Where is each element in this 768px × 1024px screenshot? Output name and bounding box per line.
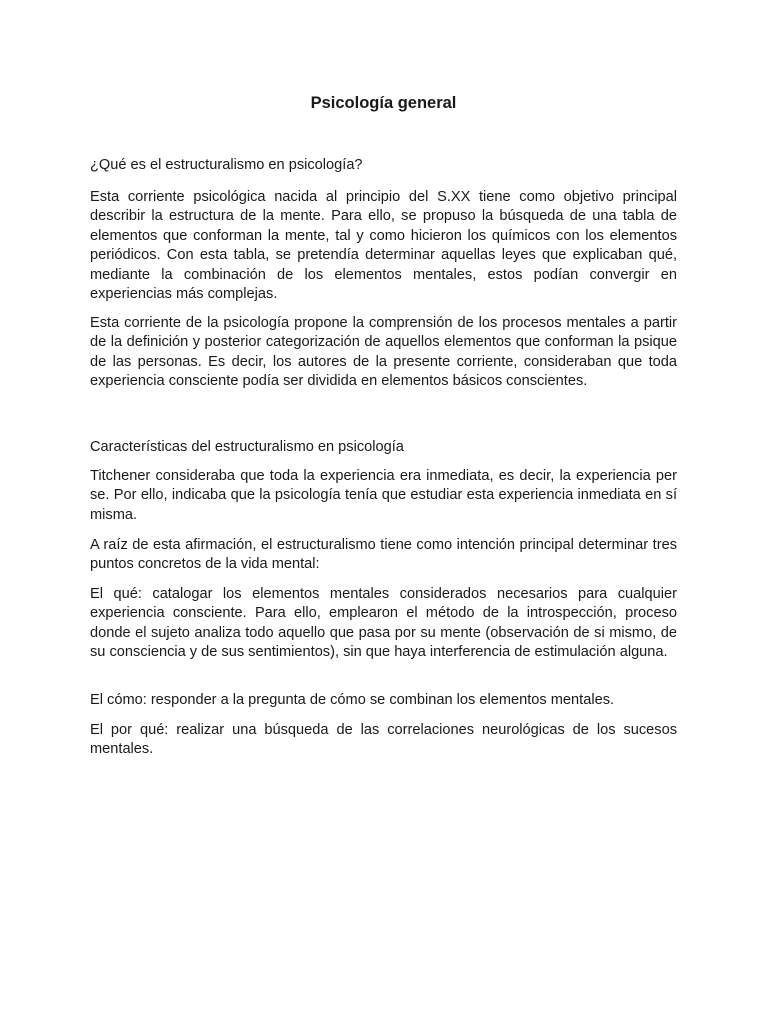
paragraph-the-why: El por qué: realizar una búsqueda de las correlaciones neurológicas de los sucesos mentales. [90, 722, 677, 758]
section-heading-characteristics: Características del estructuralismo en psicología [90, 439, 404, 455]
section-heading-structuralism: ¿Qué es el estructuralismo en psicología? [90, 157, 363, 173]
paragraph-the-how: El cómo: responder a la pregunta de cómo se combinan los elementos mentales. [90, 692, 615, 708]
document-title: Psicología general [310, 94, 457, 112]
paragraph-titchener: Titchener consideraba que toda la experiencia era inmediata, es decir, la experiencia per se. Por ello, indicaba que la psicología tenía que estudiar esta experiencia inmediata en sí misma. [90, 468, 677, 523]
paragraph-three-points: A raíz de esta afirmación, el estructuralismo tiene como intención principal determinar tres puntos concretos de la vida mental: [90, 537, 677, 573]
paragraph-definition: Esta corriente psicológica nacida al principio del S.XX tiene como objetivo principal describir la estructura de la mente. Para ello, se propuso la búsqueda de una tabla de elementos que conforman la mente, tal y como hicieron los químicos con los elementos periódicos. Con esta tabla, se pretendía determinar aquellas leyes que explicaban qué, mediante la combinación de los elementos mentales, estos podían convergir en experiencias más complejas. [90, 189, 677, 303]
paragraph-comprehension: Esta corriente de la psicología propone la comprensión de los procesos mentales a partir de la definición y posterior categorización de aquellos elementos que conforman la psique de las personas. Es decir, los autores de la presente corriente, consideraban que toda experiencia consciente podía ser dividida en elementos básicos conscientes. [90, 315, 677, 390]
paragraph-the-what: El qué: catalogar los elementos mentales considerados necesarios para cualquier experiencia consciente. Para ello, emplearon el método de la introspección, proceso donde el sujeto analiza todo aquello que pasa por su mente (observación de si mismo, de su consciencia y de sus sentimientos), sin que haya interferencia de estimulación alguna. [90, 586, 677, 661]
